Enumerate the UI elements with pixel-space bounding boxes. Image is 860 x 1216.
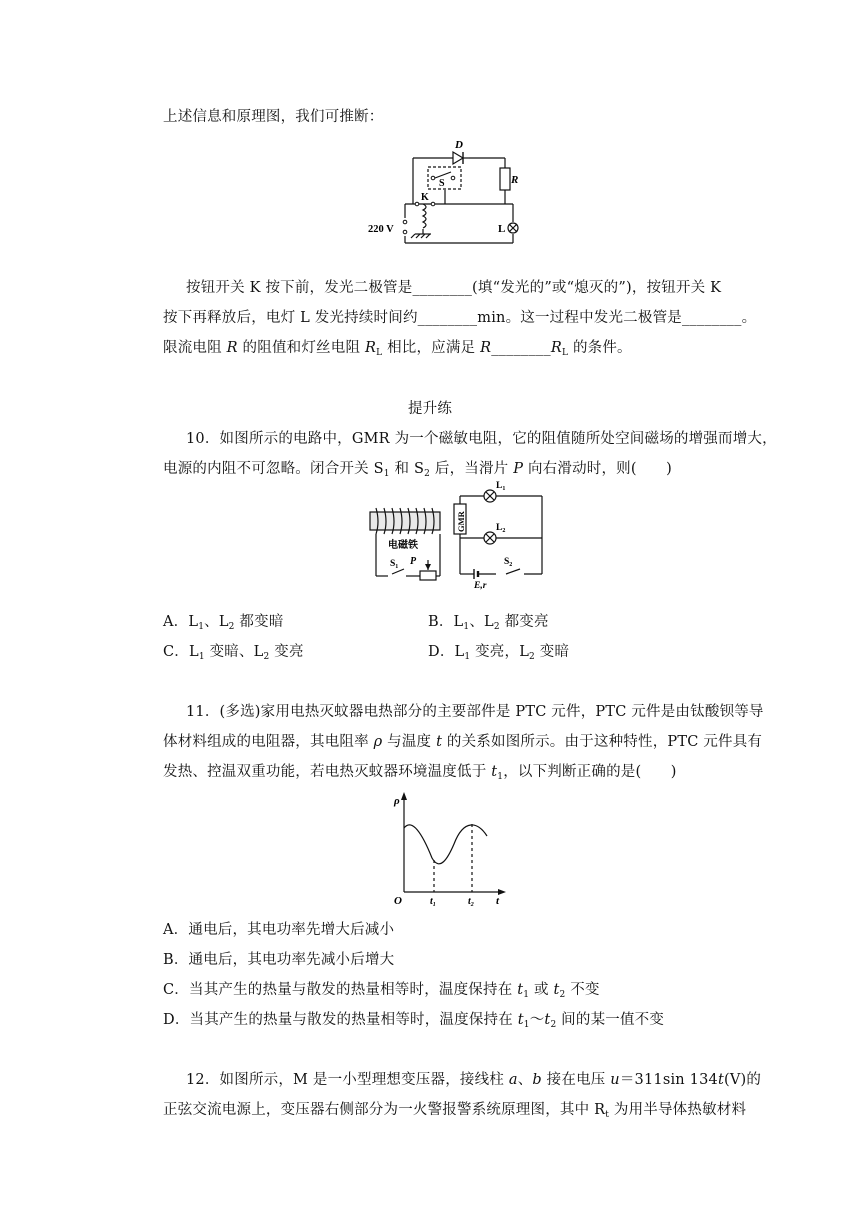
intro-text: 上述信息和原理图，我们可推断： [163, 109, 384, 125]
q9-line3: 限流电阻 R 的阻值和灯丝电阻 $R_L$ 相比，应满足 $R\_\_\_\_\_\_\_\_R_L$ 的条件。 [163, 340, 632, 358]
circuit-diagram-10 [366, 481, 556, 591]
q11-line3: 发热、控温双重功能，若电热灭蚊器环境温度低于 $t_1$，以下判断正确的是( ) [163, 764, 677, 782]
axis-label-rho: ρ [394, 795, 400, 807]
label-L1: $L_1$ [496, 481, 506, 492]
q10-line2: 电源的内阻不可忽略。闭合开关 $S_1$ 和 $S_2$ 后，当滑片 P 向右滑动时，则( ) [163, 461, 672, 479]
label-GMR: GMR [456, 511, 466, 532]
label-D: D [455, 139, 463, 151]
q11-line2: 体材料组成的电阻器，其电阻率 ρ 与温度 t 的关系如图所示。由于这种特性，PTC 元件具有 [163, 734, 763, 750]
q11-option-a: A．通电后，其电功率先增大后减小 [163, 922, 395, 938]
q10-option-a: A．$L_1$、$L_2$ 都变暗 [163, 614, 284, 632]
tick-t1: $t_1$ [430, 896, 436, 908]
label-S2: $S_2$ [504, 557, 513, 568]
label-S1: $S_1$ [390, 559, 399, 570]
rho-t-graph [392, 788, 512, 908]
section-title: 提升练 [407, 401, 453, 417]
q10-option-b: B．$L_1$、$L_2$ 都变亮 [428, 614, 549, 632]
q10-option-c: C．$L_1$ 变暗、$L_2$ 变亮 [163, 644, 304, 662]
axis-label-t: t [496, 895, 500, 907]
q9-line1: 按钮开关 K 按下前，发光二极管是________(填“发光的”或“熄灭的”)，按钮开关 K [186, 280, 722, 296]
label-R: R [511, 174, 519, 186]
q12-line2: 正弦交流电源上，变压器右侧部分为一火警报警系统原理图，其中 $R_t$ 为用半导体热敏材料 [163, 1102, 747, 1120]
label-K: K [421, 192, 429, 203]
q11-option-b: B．通电后，其电功率先减小后增大 [163, 952, 395, 968]
q11-line1: 11．(多选)家用电热灭蚊器电热部分的主要部件是 PTC 元件，PTC 元件是由钛酸钡等导 [186, 704, 764, 720]
tick-t2: $t_2$ [468, 896, 474, 908]
q11-option-d: D．当其产生的热量与散发的热量相等时，温度保持在 $t_1\sim t_2$ 间的某一值不变 [163, 1012, 665, 1030]
label-Er: E,r [474, 581, 487, 591]
label-S: S [439, 178, 445, 189]
q10-line1: 10．如图所示的电路中，GMR 为一个磁敏电阻，它的阻值随所处空间磁场的增强而增大， [186, 431, 777, 447]
label-P: P [410, 556, 417, 567]
q9-line2: 按下再释放后，电灯 L 发光持续时间约________min。这一过程中发光二极管是________。 [163, 310, 757, 326]
q11-option-c: C．当其产生的热量与散发的热量相等时，温度保持在 $t_1$ 或 $t_2$ 不变 [163, 982, 600, 1000]
circuit-diagram-9 [365, 138, 525, 248]
label-L: L [498, 223, 506, 235]
label-electromagnet: 电磁铁 [388, 540, 418, 551]
label-220V: 220 V [368, 224, 394, 235]
q12-line1: 12．如图所示，M 是一小型理想变压器，接线柱 a、b 接在电压 u＝311sin 134t(V)的 [186, 1072, 762, 1088]
label-L2: $L_2$ [496, 523, 506, 534]
q10-option-d: D．$L_1$ 变亮，$L_2$ 变暗 [428, 644, 570, 662]
axis-label-O: O [394, 895, 402, 907]
